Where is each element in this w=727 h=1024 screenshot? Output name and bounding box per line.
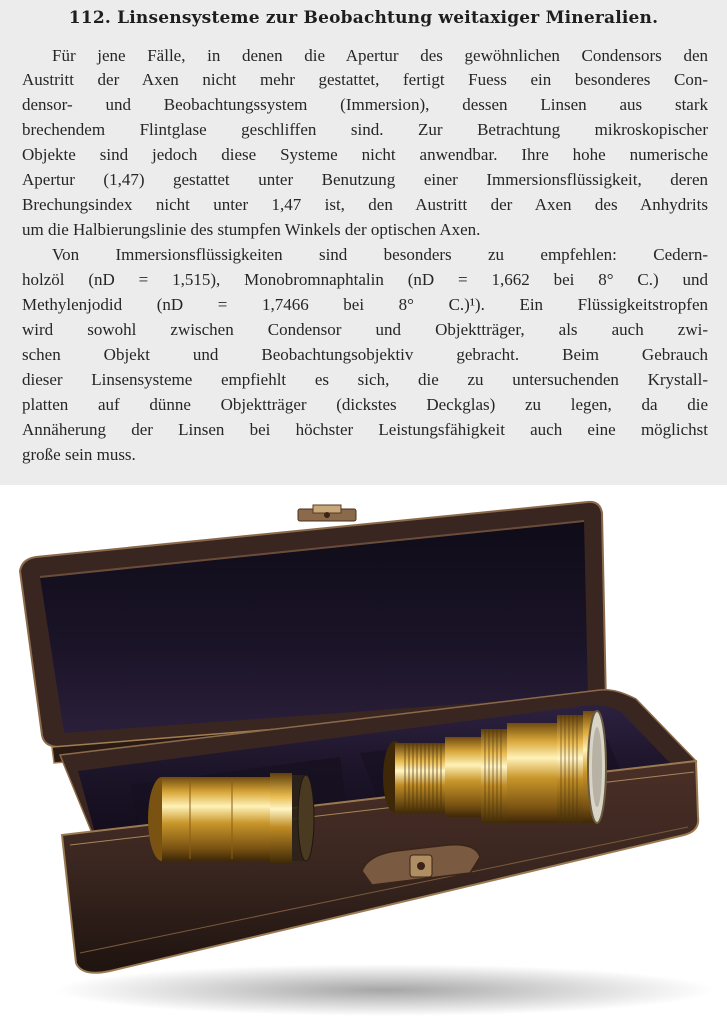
text-line: dieser Linsensysteme empfiehlt es sich, die zu untersuchenden Krystall- <box>22 370 708 389</box>
text-line: um die Halbierungslinie des stumpfen Winkels der optischen Axen. <box>22 220 481 239</box>
book-page-excerpt <box>0 0 727 485</box>
text-line: große sein muss. <box>22 445 136 464</box>
text-line: Austritt der Axen nicht mehr gestattet, fertigt Fuess ein besonderes Con- <box>22 70 708 89</box>
section-heading: 112. Linsensysteme zur Beobachtung weitaxiger Mineralien. <box>68 8 659 28</box>
text-line: Apertur (1,47) gestattet unter Benutzung einer Immersionsflüssigkeit, deren <box>22 170 708 189</box>
short-brass-objective <box>148 773 314 863</box>
text-line: Objekte sind jedoch diese Systeme nicht anwendbar. Ihre hohe numerische <box>22 145 708 164</box>
text-line: Von Immersionsflüssigkeiten sind besonders zu empfehlen: Cedern- <box>52 245 708 264</box>
text-line: schen Objekt und Beobachtungsobjektiv gebracht. Beim Gebrauch <box>22 345 708 364</box>
text-line: wird sowohl zwischen Condensor und Objektträger, als auch zwi- <box>22 320 708 339</box>
text-line: densor- und Beobachtungssystem (Immersion), dessen Linsen aus stark <box>22 95 708 114</box>
latch-tab <box>298 505 356 521</box>
text-line: Annäherung der Linsen bei höchster Leistungsfähigkeit auch eine möglichst <box>22 420 708 439</box>
text-line: Methylenjodid (nD = 1,7466 bei 8° C.)¹). Ein Flüssigkeitstropfen <box>22 295 708 314</box>
text-line: Für jene Fälle, in denen die Apertur des gewöhnlichen Condensors den <box>52 46 708 65</box>
text-line: brechendem Flintglase geschliffen sind. Zur Betrachtung mikroskopischer <box>22 120 708 139</box>
text-line: holzöl (nD = 1,515), Monobromnaphtalin (nD = 1,662 bei 8° C.) und <box>22 270 708 289</box>
text-line: platten auf dünne Objektträger (dickstes Deckglas) zu legen, da die <box>22 395 708 414</box>
lens-case-photo <box>0 485 727 1024</box>
text-line: Brechungsindex nicht unter 1,47 ist, den Austritt der Axen des Anhydrits <box>22 195 708 214</box>
